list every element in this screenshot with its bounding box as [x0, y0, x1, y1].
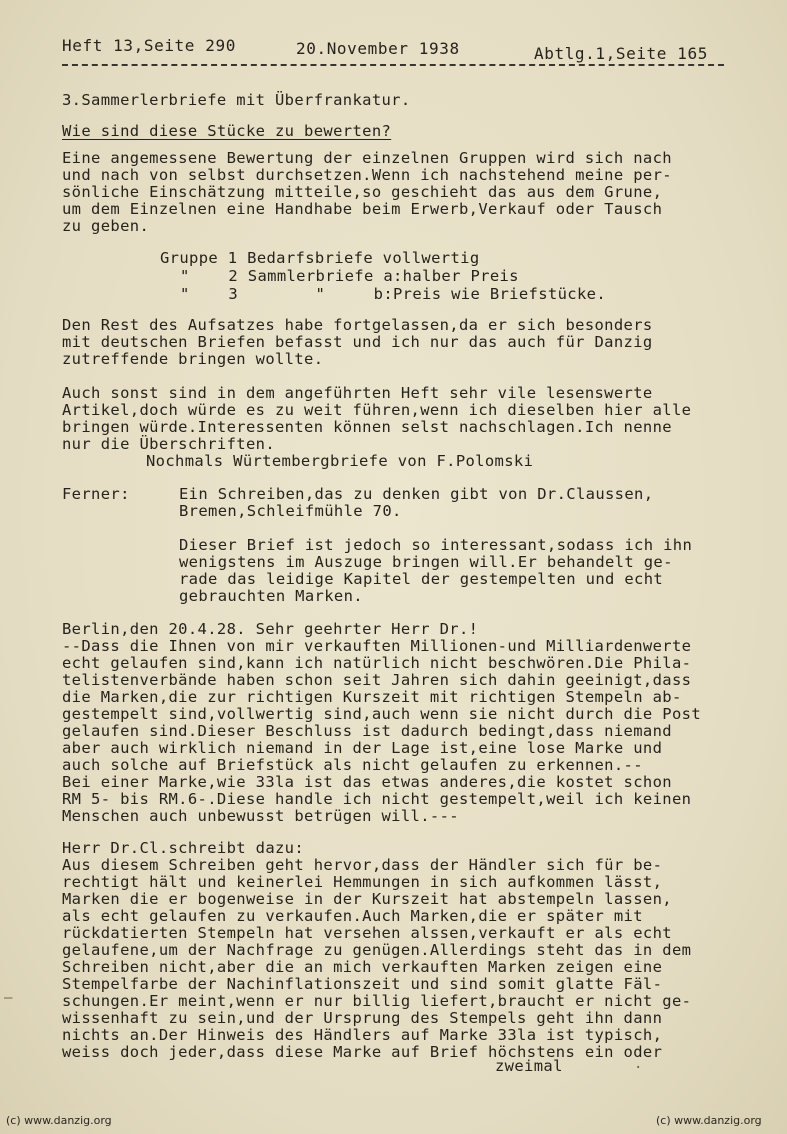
text-line: Dieser Brief ist jedoch so interessant,sodass ich ihn [179, 536, 693, 554]
ferner-label: Ferner: [62, 485, 130, 503]
letter-line: gestempelt sind,vollwertig sind,auch wenn sie nicht durch die Post [62, 705, 701, 723]
article-title: Ein Schreiben,das zu denken gibt von Dr.Claussen, [179, 485, 654, 503]
text-line: als echt gelaufen zu verkaufen.Auch Marken,die er später mit [62, 907, 643, 925]
text-line: wenigstens im Auszuge bringen will.Er behandelt ge- [179, 553, 673, 571]
group-line: Gruppe 1 Bedarfsbriefe vollwertig [160, 249, 480, 267]
letter-line: gelaufen sind.Dieser Beschluss ist dadurch bedingt,dass niemand [62, 722, 672, 740]
text-line: zutreffende bringen wollte. [62, 350, 324, 368]
text-line: Artikel,doch würde es zu weit führen,wenn ich dieselben hier alle [62, 401, 692, 419]
section-heading: 3.Sammerlerbriefe mit Überfrankatur. [62, 91, 411, 109]
text-line: zu geben. [62, 217, 150, 235]
text-line: Den Rest des Aufsatzes habe fortgelassen,da er sich besonders [62, 316, 653, 334]
text-line: mit deutschen Briefen befasst und ich nur das auch für Danzig [62, 333, 653, 351]
comment-heading: Herr Dr.Cl.schreibt dazu: [62, 839, 305, 857]
margin-tick-mark: — [4, 990, 13, 1006]
footer-copyright-right: (c) www.danzig.org [656, 1114, 762, 1127]
header-issue-page: Heft 13,Seite 290 [62, 36, 236, 55]
letter-line: telistenverbände haben schon seit Jahren sich dahin geeinigt,dass [62, 671, 692, 689]
text-line: rückdatierten Stempeln hat versehen alssen,verkauft er als echt [62, 924, 672, 942]
text-line: rade das leidige Kapitel der gestempelten und echt [179, 570, 664, 588]
text-line: bringen würde.Interessenten können selst nachschlagen.Ich nenne [62, 418, 672, 436]
text-line: schungen.Er meint,wenn er nur billig liefert,braucht er nicht ge- [62, 992, 692, 1010]
text-line: Stempelfarbe der Nachinflationszeit und sind somit glatte Fäl- [62, 975, 663, 993]
text-line: wissenhaft zu sein,und der Ursprung des Stempels geht ihn dann [62, 1009, 663, 1027]
text-line: Aus diesem Schreiben geht hervor,dass der Händler sich für be- [62, 856, 663, 874]
article-title: Bremen,Schleifmühle 70. [179, 502, 402, 520]
text-line: um dem Einzelnen eine Handhabe beim Erwerb,Verkauf oder Tausch [62, 200, 663, 218]
text-line: sönliche Einschätzung mitteile,so geschieht das aus dem Grune, [62, 183, 663, 201]
text-line: Schreiben nicht,aber die an mich verkauften Marken zeigen eine [62, 958, 663, 976]
text-line: nur die Überschriften. [62, 435, 275, 453]
header-divider [62, 64, 724, 66]
ink-dot-mark: · [634, 1060, 643, 1076]
letter-line: aber auch wirklich niemand in der Lage ist,eine lose Marke und [62, 739, 663, 757]
question-heading: Wie sind diese Stücke zu bewerten? [62, 122, 392, 140]
catchword: zweimal [495, 1057, 563, 1075]
text-line: Marken die er bogenweise in der Kurszeit hat abstempeln lassen, [62, 890, 672, 908]
text-line: gebrauchten Marken. [179, 587, 363, 605]
text-line: weiss doch jeder,dass diese Marke auf Brief höchstens ein oder [62, 1043, 663, 1061]
group-line: " 2 Sammlerbriefe a:halber Preis [180, 267, 519, 285]
letter-line: echt gelaufen sind,kann ich natürlich nicht beschwören.Die Phila- [62, 654, 692, 672]
letter-line: Menschen auch unbewusst betrügen will.--- [62, 807, 459, 825]
text-line: Eine angemessene Bewertung der einzelnen Gruppen wird sich nach [62, 149, 672, 167]
header-date: 20.November 1938 [296, 39, 460, 58]
article-title: Nochmals Würtembergbriefe von F.Polomski [146, 452, 534, 470]
text-line: rechtigt hält und keinerlei Hemmungen in sich aufkommen lässt, [62, 873, 663, 891]
letter-line: --Dass die Ihnen von mir verkauften Millionen-und Milliardenwerte [62, 637, 692, 655]
group-line: " 3 " b:Preis wie Briefstücke. [180, 285, 606, 303]
letter-line: auch solche auf Briefstück als nicht gelaufen zu erkennen.-- [62, 756, 643, 774]
letter-line: RM 5- bis RM.6-.Diese handle ich nicht gestempelt,weil ich keinen [62, 790, 692, 808]
text-line: gelaufene,um der Nachfrage zu genügen.Allerdings steht das in dem [62, 941, 692, 959]
text-line: nichts an.Der Hinweis des Händlers auf Marke 33la ist typisch, [62, 1026, 663, 1044]
letter-line: Bei einer Marke,wie 33la ist das etwas anderes,die kostet schon [62, 773, 672, 791]
text-line: Auch sonst sind in dem angeführten Heft sehr vile lesenswerte [62, 384, 653, 402]
footer-copyright-left: (c) www.danzig.org [6, 1114, 112, 1127]
letter-line: Berlin,den 20.4.28. Sehr geehrter Herr Dr.! [62, 620, 479, 638]
text-line: und nach von selbst durchsetzen.Wenn ich nachstehend meine per- [62, 166, 672, 184]
letter-line: die Marken,die zur richtigen Kurszeit mit richtigen Stempeln ab- [62, 688, 682, 706]
header-section-page: Abtlg.1,Seite 165 [534, 44, 708, 63]
